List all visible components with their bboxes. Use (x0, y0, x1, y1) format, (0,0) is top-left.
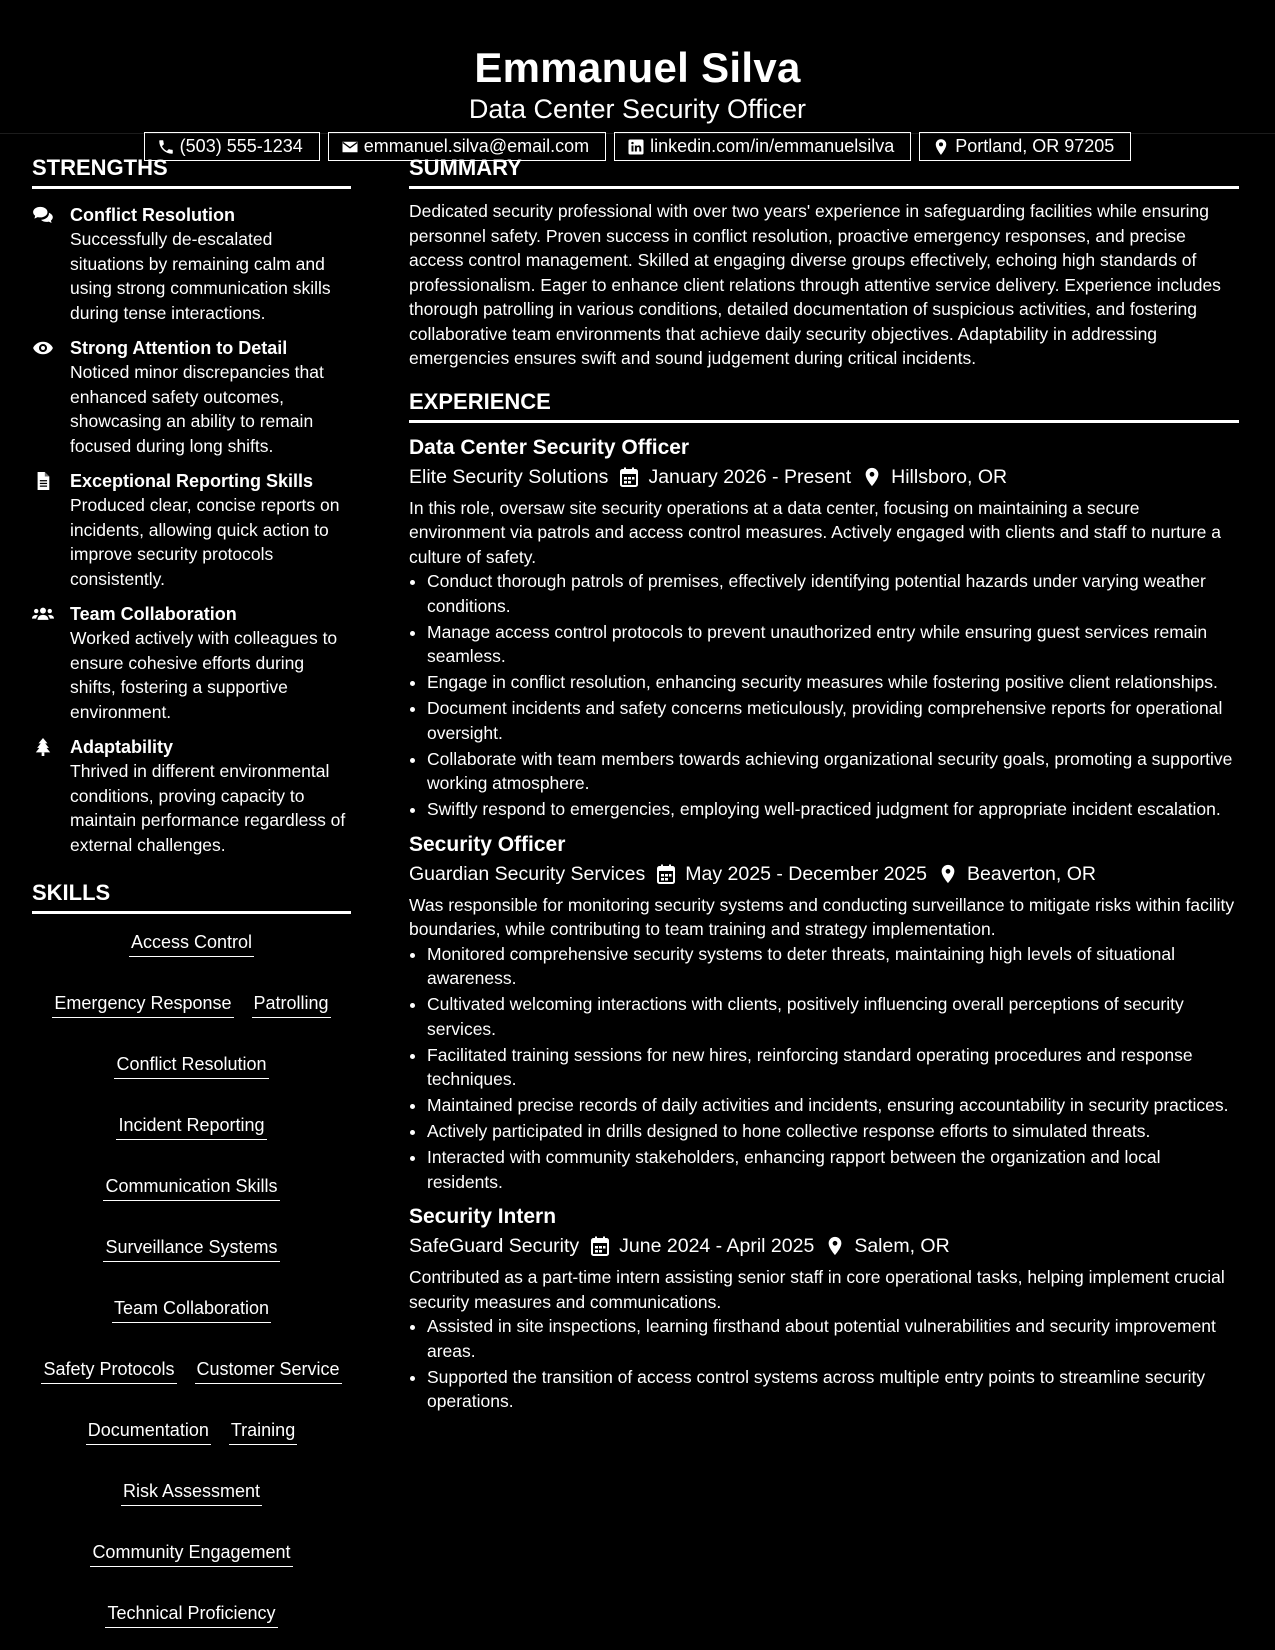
job-location: Hillsboro, OR (891, 465, 1008, 488)
tree-icon (32, 738, 54, 756)
skills-heading: SKILLS (32, 879, 351, 914)
skill-tag: Technical Proficiency (105, 1601, 277, 1628)
envelope-icon (341, 138, 359, 156)
strength-title: Conflict Resolution (70, 205, 235, 225)
job-entry (409, 434, 1239, 822)
skill-tag: Communication Skills (103, 1174, 279, 1201)
left-column (32, 154, 351, 1628)
job-bullet: • Manage access control protocols to prevent unauthorized entry while ensuring guest services remain seamless. (427, 620, 1239, 669)
job-bullets (409, 569, 1239, 822)
job-bullet: • Swiftly respond to emergencies, employing well-practiced judgment for appropriate incident escalation. (427, 797, 1239, 822)
skill-tag: Risk Assessment (121, 1479, 262, 1506)
strengths-heading: STRENGTHS (32, 154, 351, 189)
contact-phone-text: (503) 555-1234 (179, 136, 303, 156)
comments-icon (32, 206, 54, 224)
job-bullet: • Actively participated in drills designed to hone collective response efforts to simulated threats. (427, 1119, 1239, 1144)
skill-tag: Access Control (129, 930, 254, 957)
job-bullet: • Conduct thorough patrols of premises, effectively identifying potential hazards under varying weather conditions. (427, 569, 1239, 618)
calendar-icon (657, 864, 675, 884)
job-entry (409, 1203, 1239, 1414)
map-pin-icon (863, 467, 881, 487)
skill-tag: Customer Service (195, 1357, 342, 1384)
job-bullet: • Interacted with community stakeholders, enhancing rapport between the organization and local residents. (427, 1145, 1239, 1194)
job-bullet: • Maintained precise records of daily activities and incidents, ensuring accountability in security practices. (427, 1093, 1239, 1118)
strength-title: Team Collaboration (70, 604, 237, 624)
map-pin-icon (826, 1236, 844, 1256)
strength-item (32, 203, 351, 325)
job-bullets (409, 1314, 1239, 1414)
job-bullet: • Cultivated welcoming interactions with clients, positively influencing overall perceptions of security services. (427, 992, 1239, 1041)
job-dates: May 2025 - December 2025 (685, 862, 927, 885)
job-bullets (409, 942, 1239, 1195)
resume-header (0, 0, 1275, 156)
job-bullet: • Collaborate with team members towards achieving organizational security goals, promoting a supportive working atmosphere. (427, 747, 1239, 796)
job-title: Security Intern (409, 1205, 557, 1228)
job-meta (409, 462, 1239, 492)
job-meta (409, 1231, 1239, 1261)
job-bullet: • Assisted in site inspections, learning firsthand about potential vulnerabilities and security improvement areas. (427, 1314, 1239, 1363)
experience-heading: EXPERIENCE (409, 388, 1239, 423)
job-entry (409, 831, 1239, 1195)
skill-tag: Training (229, 1418, 297, 1445)
job-company: SafeGuard Security (409, 1235, 580, 1257)
document-icon (32, 472, 54, 490)
strength-desc: Produced clear, concise reports on incidents, allowing quick action to improve security protocols consistently. (70, 495, 340, 589)
job-meta (409, 859, 1239, 889)
job-bullet: • Supported the transition of access control systems across multiple entry points to streamline security operations. (427, 1365, 1239, 1414)
job-description: Was responsible for monitoring security systems and conducting surveillance to mitigate risks within facility boundaries, while contributing to team training and strategy implementation. (409, 894, 1235, 939)
contact-email-text: emmanuel.silva@email.com (363, 136, 590, 156)
calendar-icon (620, 467, 638, 487)
contact-linkedin-text: linkedin.com/in/emmanuelsilva (650, 136, 895, 156)
map-pin-icon (932, 138, 950, 156)
job-bullet: • Document incidents and safety concerns meticulously, providing comprehensive reports for operational oversight. (427, 696, 1239, 745)
calendar-icon (591, 1236, 609, 1256)
job-description: Contributed as a part-time intern assisting senior staff in core operational tasks, helping implement crucial security measures and communications. (409, 1267, 1225, 1312)
map-pin-icon (939, 864, 957, 884)
job-company: Guardian Security Services (409, 862, 646, 885)
job-location: Salem, OR (854, 1235, 950, 1257)
job-description: In this role, oversaw site security operations at a data center, focusing on maintaining a secure environment via patrols and access control measures. Actively engaged with clients and staff to nurture a culture of safety. (409, 497, 1221, 567)
phone-icon (157, 138, 175, 156)
skill-tag: Team Collaboration (112, 1296, 271, 1323)
linkedin-icon (627, 138, 645, 156)
candidate-title: Data Center Security Officer (468, 94, 807, 124)
strength-item (32, 469, 351, 591)
job-company: Elite Security Solutions (409, 465, 609, 488)
skills-list (32, 928, 351, 1628)
job-location: Beaverton, OR (967, 862, 1096, 885)
summary-heading: SUMMARY (409, 154, 1239, 189)
job-title: Security Officer (409, 832, 566, 856)
users-icon (32, 605, 54, 623)
strength-item (32, 602, 351, 724)
job-bullet: • Engage in conflict resolution, enhancing security measures while fostering positive client relationships. (427, 670, 1239, 695)
strength-desc: Noticed minor discrepancies that enhanced safety outcomes, showcasing an ability to remain focused during long shifts. (70, 362, 324, 456)
job-title: Data Center Security Officer (409, 435, 690, 459)
strength-title: Exceptional Reporting Skills (70, 471, 314, 491)
job-bullet: • Facilitated training sessions for new hires, reinforcing standard operating procedures and response techniques. (427, 1043, 1239, 1092)
strength-title: Adaptability (70, 737, 174, 757)
job-dates: June 2024 - April 2025 (619, 1235, 815, 1257)
strength-item (32, 735, 351, 857)
skill-tag: Community Engagement (90, 1540, 292, 1567)
strength-desc: Thrived in different environmental conditions, proving capacity to maintain performance regardless of external challenges. (70, 761, 346, 855)
skill-tag: Emergency Response (52, 991, 233, 1018)
skill-tag: Patrolling (252, 991, 331, 1018)
strength-item (32, 336, 351, 458)
strength-desc: Successfully de-escalated situations by remaining calm and using strong communication skills during tense interactions. (70, 229, 331, 323)
job-dates: January 2026 - Present (648, 465, 852, 488)
skill-tag: Conflict Resolution (114, 1052, 268, 1079)
strength-title: Strong Attention to Detail (70, 338, 288, 358)
contact-location-text: Portland, OR 97205 (955, 136, 1115, 156)
candidate-name: Emmanuel Silva (474, 44, 801, 91)
eye-icon (32, 339, 54, 357)
job-bullet: • Monitored comprehensive security systems to deter threats, maintaining high levels of situational awareness. (427, 942, 1239, 991)
skill-tag: Safety Protocols (41, 1357, 176, 1384)
right-column (409, 154, 1239, 1628)
skill-tag: Documentation (86, 1418, 211, 1445)
strength-desc: Worked actively with colleagues to ensure cohesive efforts during shifts, fostering a supportive environment. (70, 628, 338, 722)
skill-tag: Incident Reporting (116, 1113, 266, 1140)
skill-tag: Surveillance Systems (103, 1235, 279, 1262)
summary-text: Dedicated security professional with over two years' experience in safeguarding facilities while ensuring personnel safety. Proven success in conflict resolution, proactive emergency responses, and precise access control management. Skilled at engaging diverse groups effectively, echoing high standards of professionalism. Eager to enhance client relations through attentive service delivery. Experience includes thorough patrolling in various conditions, detailed documentation of suspicious activities, and fostering collaborative team environments that achieve daily security objectives. Adaptability in addressing emergencies ensures swift and sound judgement during critical incidents. (409, 201, 1221, 368)
